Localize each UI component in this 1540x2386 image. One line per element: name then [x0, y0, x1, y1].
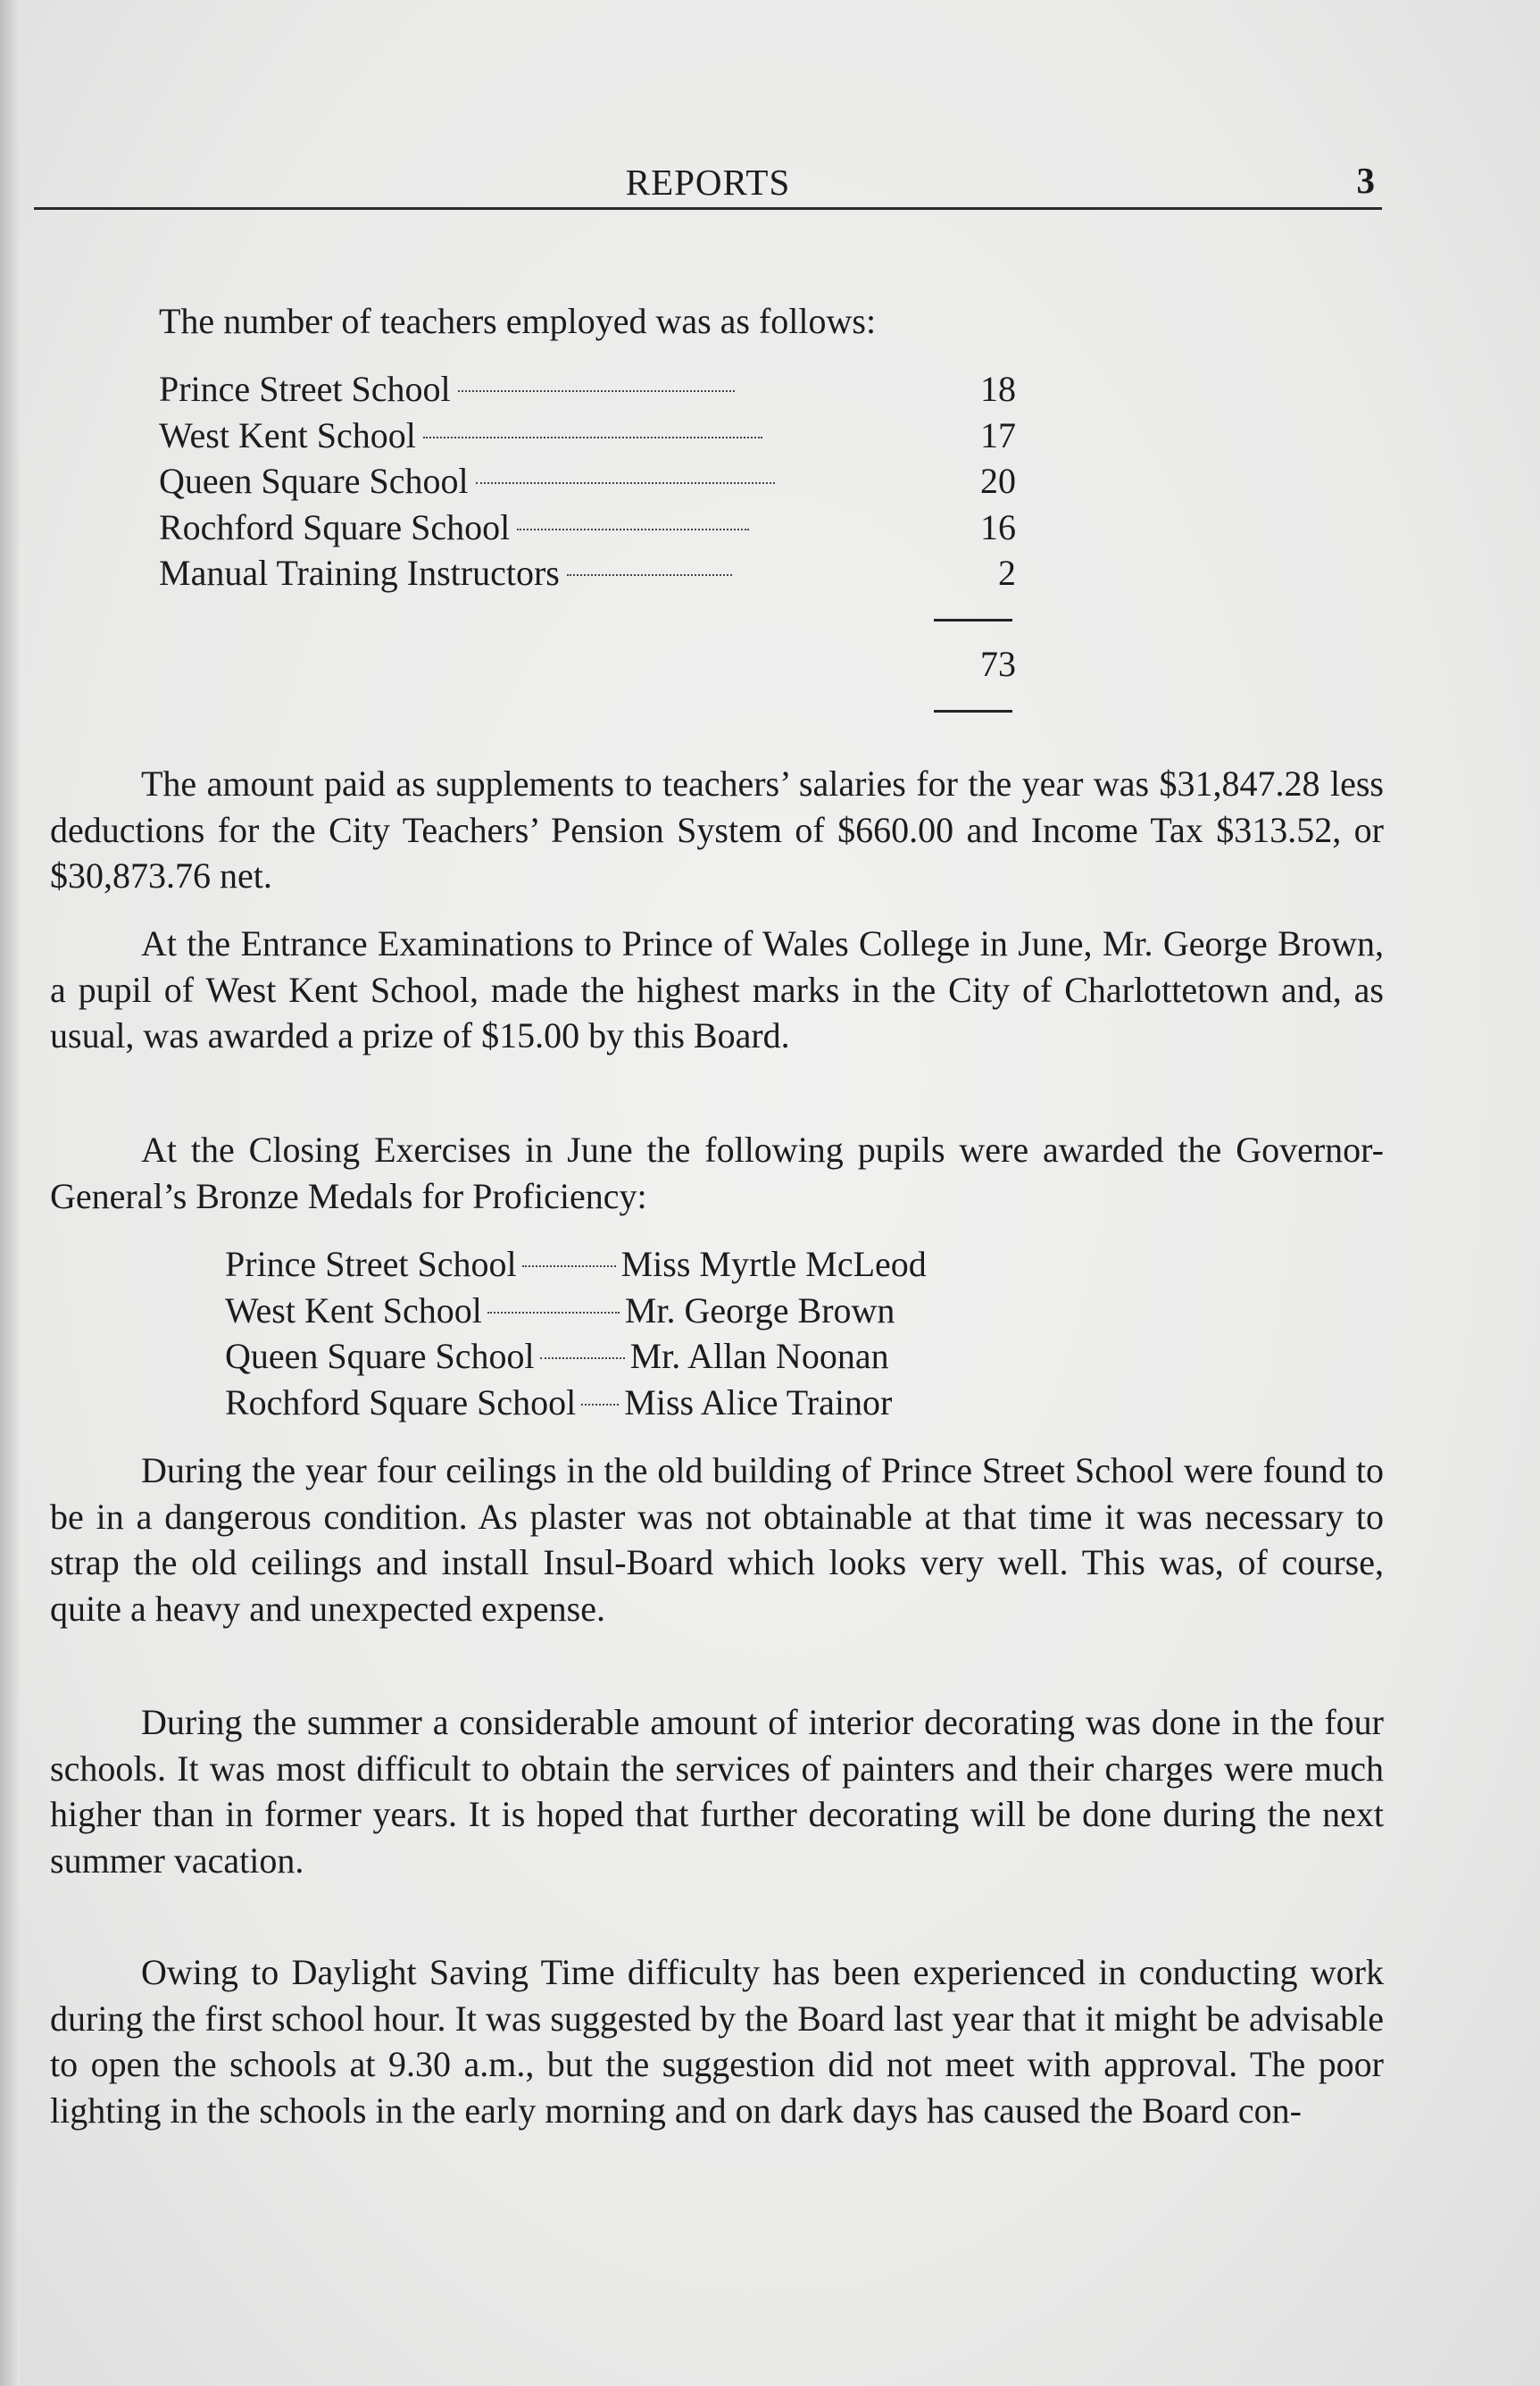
teacher-row-count: 17	[980, 414, 1016, 455]
teacher-row-count: 2	[998, 553, 1016, 593]
total-rule	[934, 710, 1012, 713]
teacher-row-school: Queen Square School	[159, 461, 469, 501]
paragraph-entrance	[50, 921, 1384, 1059]
medal-row	[225, 1288, 1118, 1334]
medals-list	[225, 1241, 1118, 1425]
teacher-row	[159, 366, 1016, 413]
paragraph-text: During the year four ceilings in the old building of Prince Street School were found to be in a dangerous condition. As plaster was not obtainable at that time it was necessary to strap the old ceilings and install Insul-Board which looks very well. This was, of course, quite a heavy and unexpected expense.	[50, 1450, 1384, 1629]
teacher-row-count: 20	[980, 461, 1016, 501]
page-number: 3	[1356, 160, 1375, 201]
leader-dots	[517, 529, 749, 530]
page-spine-shadow	[0, 0, 20, 2386]
teacher-row-school: Manual Training Instructors	[159, 553, 560, 593]
medal-pupil: Mr. Allan Noonan	[629, 1336, 889, 1376]
paragraph-text: The amount paid as supplements to teachers’ salaries for the year was $31,847.28 less deductions for the City Teachers’ Pension System of $660.00 and Income Tax $313.52, or $30,873.76 net.	[50, 763, 1384, 896]
leader-dots	[581, 1404, 619, 1406]
paragraph-ceilings	[50, 1447, 1384, 1631]
teachers-total: 73	[980, 644, 1016, 684]
teachers-table	[159, 366, 1016, 596]
medal-school: West Kent School	[225, 1289, 482, 1331]
paragraph-daylight	[50, 1949, 1384, 2133]
paragraph-text: At the Closing Exercises in June the following pupils were awarded the Governor-General’s Bronze Medals for Proficiency:	[50, 1130, 1384, 1216]
sum-rule	[934, 619, 1012, 622]
medal-row	[225, 1241, 1118, 1288]
teacher-row-count: 16	[980, 506, 1016, 547]
leader-dots	[423, 437, 762, 438]
teacher-row	[159, 413, 1016, 459]
teacher-row	[159, 550, 1016, 596]
medal-row	[225, 1380, 1118, 1426]
paragraph-text: At the Entrance Examinations to Prince of Wales College in June, Mr. George Brown, a pupil of West Kent School, made the highest marks in the City of Charlottetown and, as usual, was awarded a prize of $15.00 by this Board.	[50, 923, 1384, 1055]
teacher-row-school: West Kent School	[159, 414, 416, 455]
paragraph-closing	[50, 1127, 1384, 1219]
teachers-intro: The number of teachers employed was as follows:	[159, 301, 877, 341]
teacher-row-school: Prince Street School	[159, 369, 451, 409]
leader-dots	[487, 1312, 620, 1314]
medal-school: Prince Street School	[225, 1244, 517, 1284]
medal-school: Queen Square School	[225, 1336, 535, 1376]
running-header	[34, 154, 1382, 210]
medal-pupil: Miss Alice Trainor	[624, 1381, 893, 1422]
leader-dots	[458, 390, 735, 392]
leader-dots	[540, 1357, 625, 1359]
teacher-row-count: 18	[980, 369, 1016, 409]
teacher-row	[159, 458, 1016, 505]
medal-pupil: Miss Myrtle McLeod	[620, 1244, 927, 1284]
header-title: REPORTS	[625, 162, 791, 203]
paragraph-text: Owing to Daylight Saving Time difficulty has been experienced in conducting work during the first school hour. It was suggested by the Board last year that it might be advisable to open the schools at 9.30 a.m., but the suggestion did not meet with approval. The poor lighting in the schools in the early morning and on dark days has caused the Board con-	[50, 1952, 1384, 2131]
paragraph-text: During the summer a considerable amount of interior decorating was done in the four schools. It was most difficult to obtain the services of painters and their charges were much higher than in former years. It is hoped that further decorating will be done during the next summer vacation.	[50, 1702, 1384, 1881]
medal-school: Rochford Square School	[225, 1381, 577, 1422]
leader-dots	[567, 574, 732, 576]
medal-pupil: Mr. George Brown	[624, 1289, 895, 1331]
leader-dots	[522, 1265, 616, 1267]
teacher-row-school: Rochford Square School	[159, 506, 511, 547]
leader-dots	[476, 482, 775, 484]
paragraph-decorating	[50, 1699, 1384, 1883]
teacher-row	[159, 505, 1016, 551]
paragraph-supplements	[50, 761, 1384, 899]
medal-row	[225, 1333, 1118, 1380]
